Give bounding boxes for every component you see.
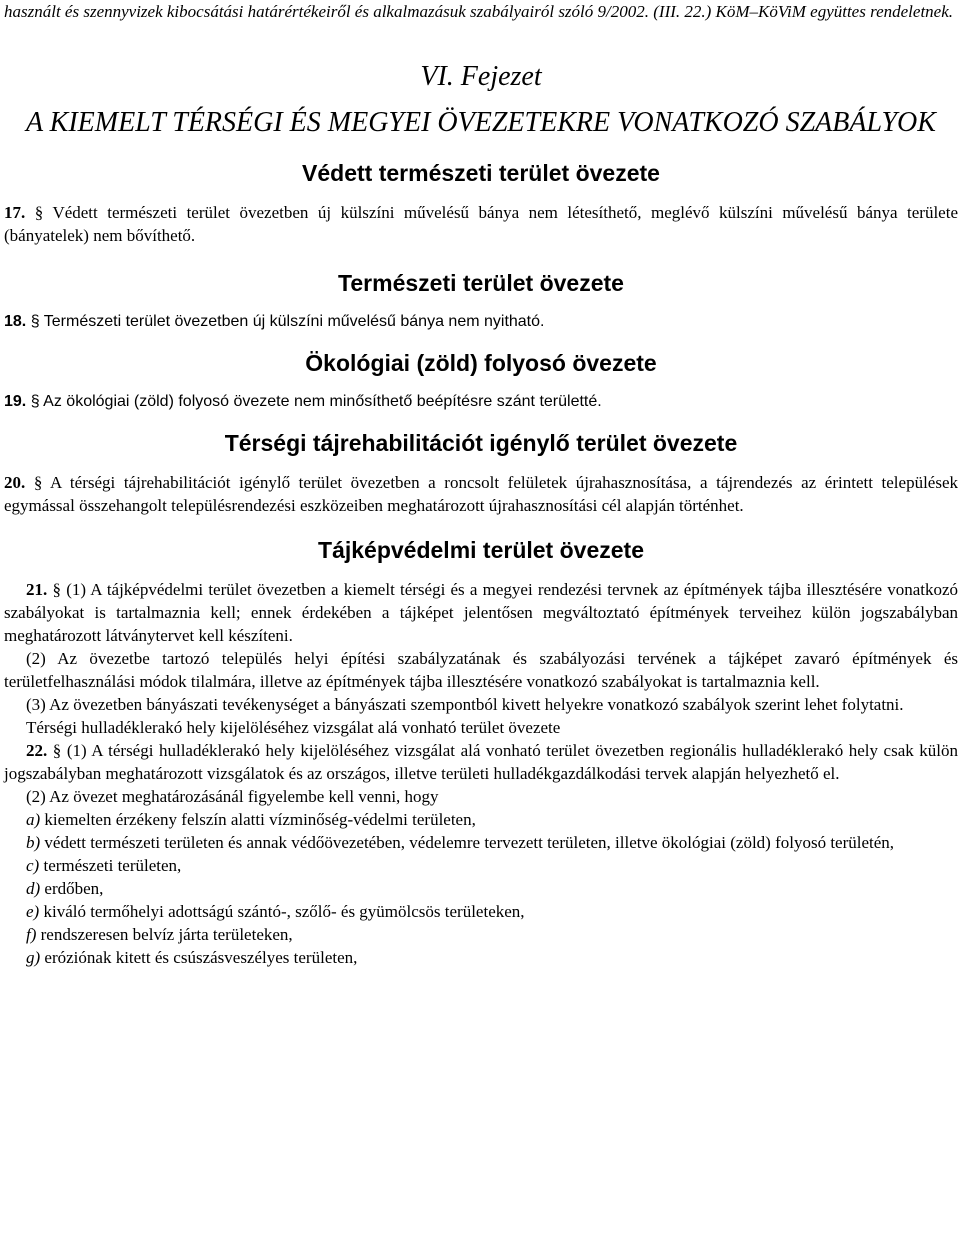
item-text: védett természeti területen és annak védőövezetében, védelemre tervezett területen, illetve ökológiai (zöld) folyosó területén, <box>44 833 895 852</box>
item-text: eróziónak kitett és csúszásveszélyes területen, <box>44 948 358 967</box>
item-letter: b) <box>26 833 41 852</box>
section-20 <box>4 471 958 517</box>
list-item-d <box>4 877 958 900</box>
section-number: 19. <box>4 393 27 410</box>
section-text: (1) A tájképvédelmi terület övezetben a kiemelt térségi és a megyei rendezési tervnek az építmények tájba illesztésére vonatkozó szabályokat is tartalmaznia kell; ennek érdekében a tájképet jelentősen megváltoztató építmények terveihez külön jogszabályban meghatározott látványtervet kell készíteni. <box>4 580 959 645</box>
section-number: 18. <box>4 313 27 330</box>
item-letter: d) <box>26 879 41 898</box>
item-letter: g) <box>26 948 41 967</box>
heading-s22: Térségi hulladéklerakó hely kijelöléséhez vizsgálat alá vonható terület övezete <box>26 718 561 737</box>
section-21-p2: (2) Az övezetbe tartozó település helyi építési szabályzatának és szabályozási tervének a tájképet zavaró építmények és területfelhasználási módok tilalmára, illetve az építmények tájba illesztésére vonatkozó szabályokat is tartalmaznia kell. <box>4 649 958 691</box>
item-letter: f) <box>26 925 37 944</box>
section-number: 20. <box>4 473 26 492</box>
chapter-number: VI. Fejezet <box>420 61 542 92</box>
intro-text: használt és szennyvizek kibocsátási határértékeiről és alkalmazásuk szabályairól szóló 9/2002. (III. 22.) KöM–KöViM együttes rendeletnek. <box>4 2 954 21</box>
section-sign: § <box>30 393 40 410</box>
heading-s19: Ökológiai (zöld) folyosó övezete <box>305 350 657 376</box>
item-text: erdőben, <box>44 879 104 898</box>
section-22-p1 <box>4 739 958 785</box>
section-sign: § <box>52 580 61 599</box>
item-text: kiváló termőhelyi adottságú szántó-, szőlő- és gyümölcsös területeken, <box>43 902 525 921</box>
section-text: Természeti terület övezetben új külszíni művelésű bánya nem nyitható. <box>43 313 545 330</box>
section-text: Az ökológiai (zöld) folyosó övezete nem minősíthető beépítésre szánt területté. <box>43 393 602 410</box>
heading-s20: Térségi tájrehabilitációt igénylő terület övezete <box>224 430 738 456</box>
section-text: Védett természeti terület övezetben új külszíni művelésű bánya nem létesíthető, meglévő külszíni művelésű bánya területe (bányatelek) nem bővíthető. <box>4 203 958 245</box>
section-sign: § <box>34 203 44 222</box>
list-item-c <box>4 854 958 877</box>
list-item-f <box>4 923 958 946</box>
section-sign: § <box>33 473 43 492</box>
section-21-p1 <box>4 578 958 647</box>
section-number: 17. <box>4 203 26 222</box>
heading-s21: Tájképvédelmi terület övezete <box>318 537 644 563</box>
heading-s17: Védett természeti terület övezete <box>302 160 660 186</box>
section-17 <box>4 201 958 247</box>
section-21-p3: (3) Az övezetben bányászati tevékenységet a bányászati szempontból kivett helyekre vonatkozó szabályok szerint lehet folytatni. <box>26 695 904 714</box>
section-19 <box>4 390 958 413</box>
list-item-b <box>4 831 958 854</box>
item-letter: e) <box>26 902 40 921</box>
section-sign: § <box>52 741 62 760</box>
item-letter: a) <box>26 810 41 829</box>
section-22-p2: (2) Az övezet meghatározásánál figyelembe kell venni, hogy <box>26 787 439 806</box>
section-18 <box>4 310 958 333</box>
section-sign: § <box>30 313 40 330</box>
heading-s18: Természeti terület övezete <box>338 270 624 296</box>
section-number: 22. <box>26 741 48 760</box>
list-item-a <box>4 808 958 831</box>
section-number: 21. <box>26 580 48 599</box>
list-item-e <box>4 900 958 923</box>
section-text: (1) A térségi hulladéklerakó hely kijelöléséhez vizsgálat alá vonható terület övezetben regionális hulladéklerakó hely csak külön jogszabályban meghatározott vizsgálatok és az országos, illetve területi hulladékgazdálkodási tervek alapján helyezhető el. <box>4 741 959 783</box>
item-text: rendszeresen belvíz járta területeken, <box>40 925 293 944</box>
item-letter: c) <box>26 856 40 875</box>
chapter-title: A KIEMELT TÉRSÉGI ÉS MEGYEI ÖVEZETEKRE VONATKOZÓ SZABÁLYOK <box>26 107 936 138</box>
item-text: kiemelten érzékeny felszín alatti vízminőség-védelmi területen, <box>44 810 476 829</box>
list-item-g <box>4 946 958 969</box>
item-text: természeti területen, <box>43 856 182 875</box>
section-text: A térségi tájrehabilitációt igénylő terület övezetben a roncsolt felületek újrahasznosítása, a tájrendezés az érintett települések egymással összehangolt településrendezési eszközeiben meghatározott újrahasznosítási cél alapján történhet. <box>4 473 959 515</box>
